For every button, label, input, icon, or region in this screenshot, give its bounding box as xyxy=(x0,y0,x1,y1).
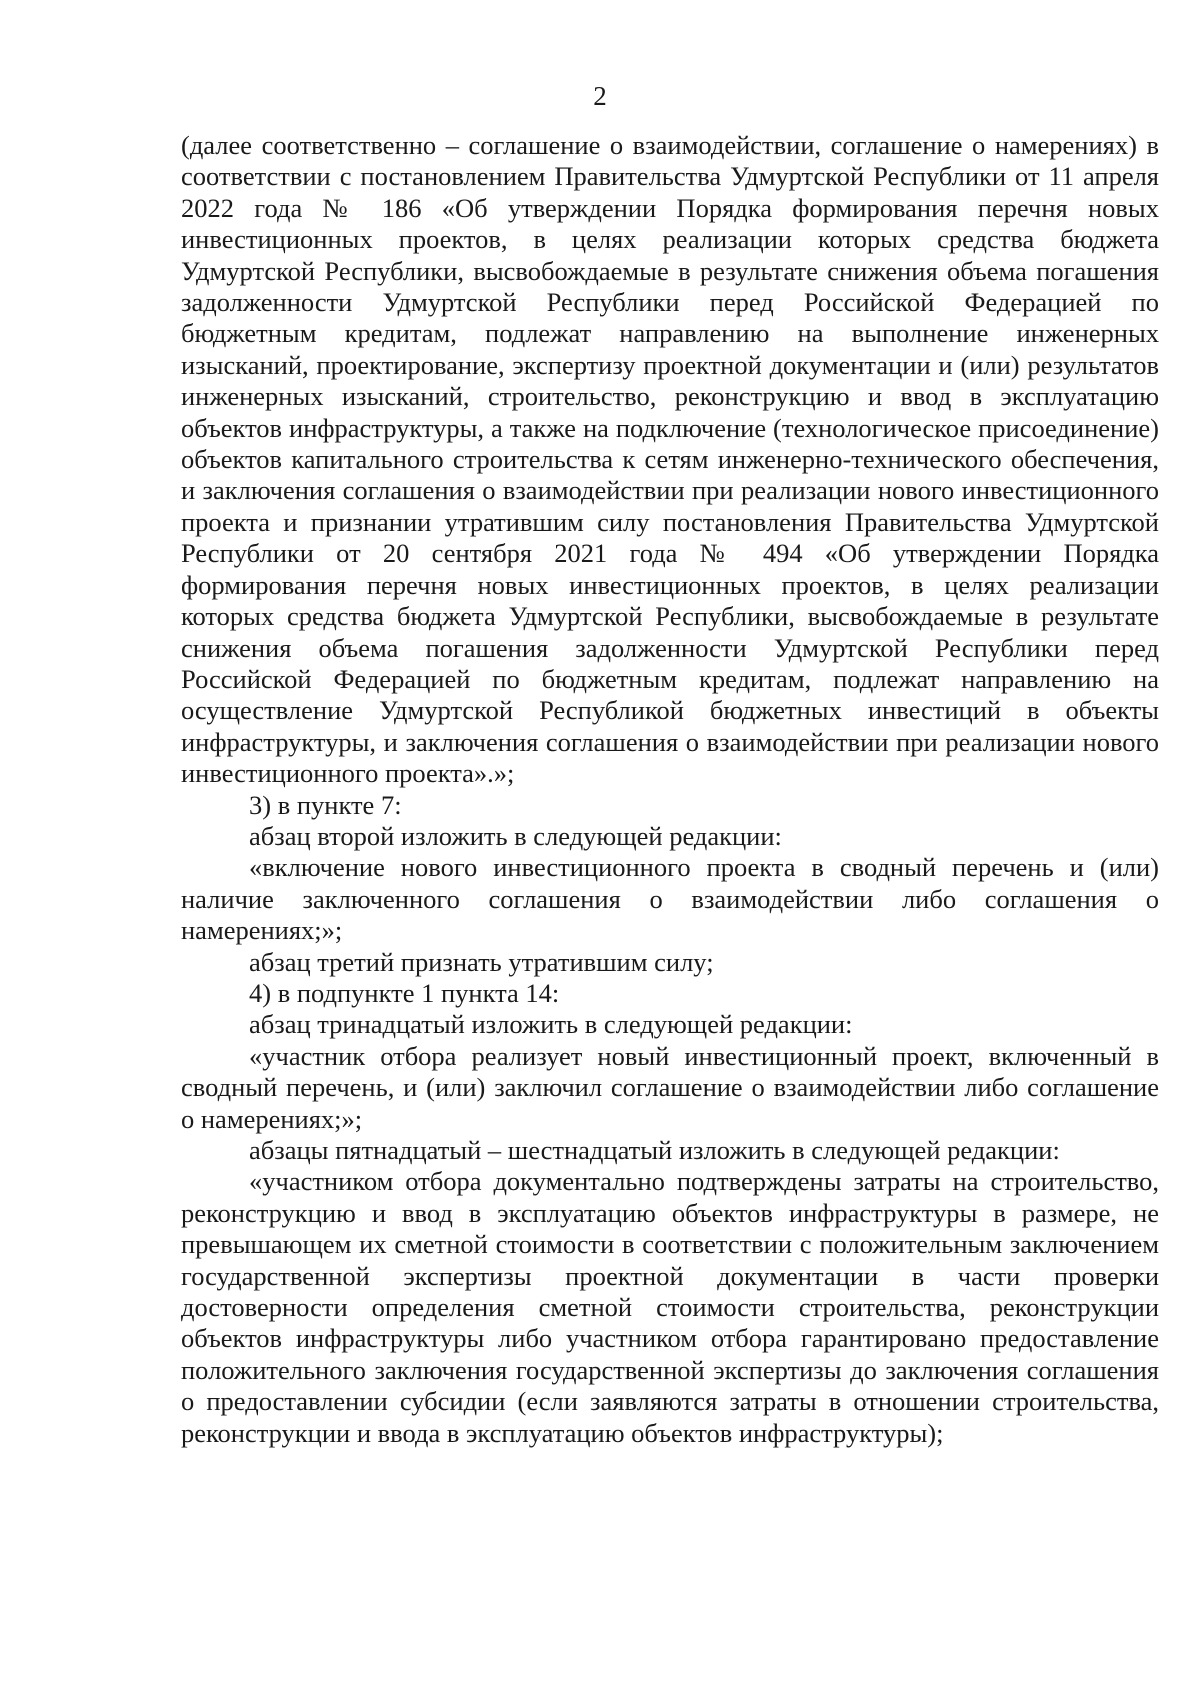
document-body xyxy=(181,130,1159,1449)
paragraph-quote: «участник отбора реализует новый инвестиционный проект, включенный в сводный перечень, и (или) заключил соглашение о взаимодействии либо соглашение о намерениях;»; xyxy=(181,1040,1159,1134)
paragraph-instruction: абзацы пятнадцатый – шестнадцатый изложить в следующей редакции: xyxy=(249,1135,1060,1165)
paragraph-quote: «участником отбора документально подтверждены затраты на строительство, реконструкцию и ввод в эксплуатацию объектов инфраструктуры в размере, не превышающем их сметной стоимости в соответствии с положительным заключением государственной экспертизы проектной документации в части проверки достоверности определения сметной стоимости строительства, реконструкции объектов инфраструктуры либо участником отбора гарантировано предоставление положительного заключения государственной экспертизы до заключения соглашения о предоставлении субсидии (если заявляются затраты в отношении строительства, реконструкции и ввода в эксплуатацию объектов инфраструктуры); xyxy=(181,1166,1159,1448)
page-number: 2 xyxy=(593,81,607,111)
paragraph-item-4: 4) в подпункте 1 пункта 14: xyxy=(249,977,560,1008)
paragraph-instruction: абзац второй изложить в следующей редакции: xyxy=(249,820,782,851)
paragraph-quote: «включение нового инвестиционного проекта в сводный перечень и (или) наличие заключенного соглашения о взаимодействии либо соглашения о намерениях;»; xyxy=(181,852,1159,946)
paragraph-continuation: (далее соответственно – соглашение о взаимодействии, соглашение о намерениях) в соответствии с постановлением Правительства Удмуртской Республики от 11 апреля 2022 года № 186 «Об утверждении Порядка формирования перечня новых инвестиционных проектов, в целях реализации которых средства бюджета Удмуртской Республики, высвобождаемые в результате снижения объема погашения задолженности Удмуртской Республики перед Российской Федерацией по бюджетным кредитам, подлежат направлению на выполнение инженерных изысканий, проектирование, экспертизу проектной документации и (или) результатов инженерных изысканий, строительство, реконструкцию и ввод в эксплуатацию объектов инфраструктуры, а также на подключение (технологическое присоединение) объектов капитального строительства к сетям инженерно-технического обеспечения, и заключения соглашения о взаимодействии при реализации нового инвестиционного проекта и признании утратившим силу постановления Правительства Удмуртской Республики от 20 сентября 2021 года № 494 «Об утверждении Порядка формирования перечня новых инвестиционных проектов, в целях реализации которых средства бюджета Удмуртской Республики, высвобождаемые в результате снижения объема погашения задолженности Удмуртской Республики перед Российской Федерацией по бюджетным кредитам, подлежат направлению на осуществление Удмуртской Республикой бюджетных инвестиций в объекты инфраструктуры, и заключения соглашения о взаимодействии при реализации нового инвестиционного проекта».»; xyxy=(181,130,1159,789)
paragraph-item-3: 3) в пункте 7: xyxy=(249,789,402,820)
paragraph-instruction: абзац третий признать утратившим силу; xyxy=(249,946,714,977)
paragraph-instruction: абзац тринадцатый изложить в следующей редакции: xyxy=(249,1009,853,1040)
